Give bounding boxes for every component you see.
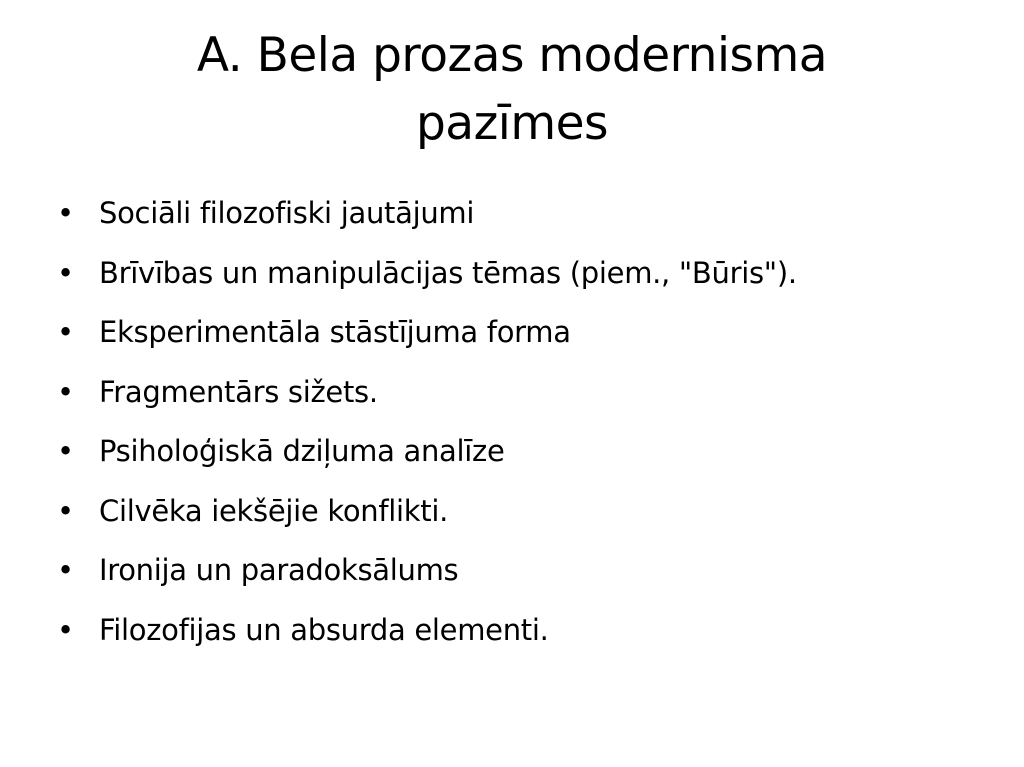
bullet-icon: •: [57, 196, 74, 230]
bullet-icon: •: [57, 612, 74, 647]
bullet-item: [57, 184, 797, 244]
bullet-text: Eksperimentāla stāstījuma forma: [99, 315, 571, 349]
bullet-item: [57, 244, 797, 304]
bullet-icon: •: [57, 553, 74, 587]
bullet-item: [57, 363, 797, 423]
bullet-item: [57, 422, 797, 482]
slide-title-line: A. Bela prozas modernisma: [196, 28, 828, 83]
bullet-item: [57, 482, 797, 542]
bullet-text: Brīvības un manipulācijas tēmas (piem., "Būris").: [99, 255, 797, 290]
bullet-text: Sociāli filozofiski jautājumi: [99, 196, 475, 230]
bullet-list: [57, 184, 797, 660]
bullet-icon: •: [57, 434, 74, 468]
bullet-text: Cilvēka iekšējie konflikti.: [99, 493, 449, 528]
bullet-icon: •: [57, 315, 74, 349]
bullet-icon: •: [57, 493, 74, 528]
slide-title-line: pazīmes: [415, 96, 609, 151]
bullet-text: Filozofijas un absurda elementi.: [99, 612, 549, 647]
bullet-item: [57, 541, 797, 601]
slide-title: [0, 22, 1024, 158]
bullet-item: [57, 601, 797, 661]
bullet-item: [57, 303, 797, 363]
bullet-text: Psiholoģiskā dziļuma analīze: [99, 434, 505, 468]
bullet-icon: •: [57, 374, 74, 409]
bullet-icon: •: [57, 255, 74, 290]
bullet-text: Ironija un paradoksālums: [99, 553, 459, 587]
bullet-text: Fragmentārs sižets.: [99, 374, 378, 409]
